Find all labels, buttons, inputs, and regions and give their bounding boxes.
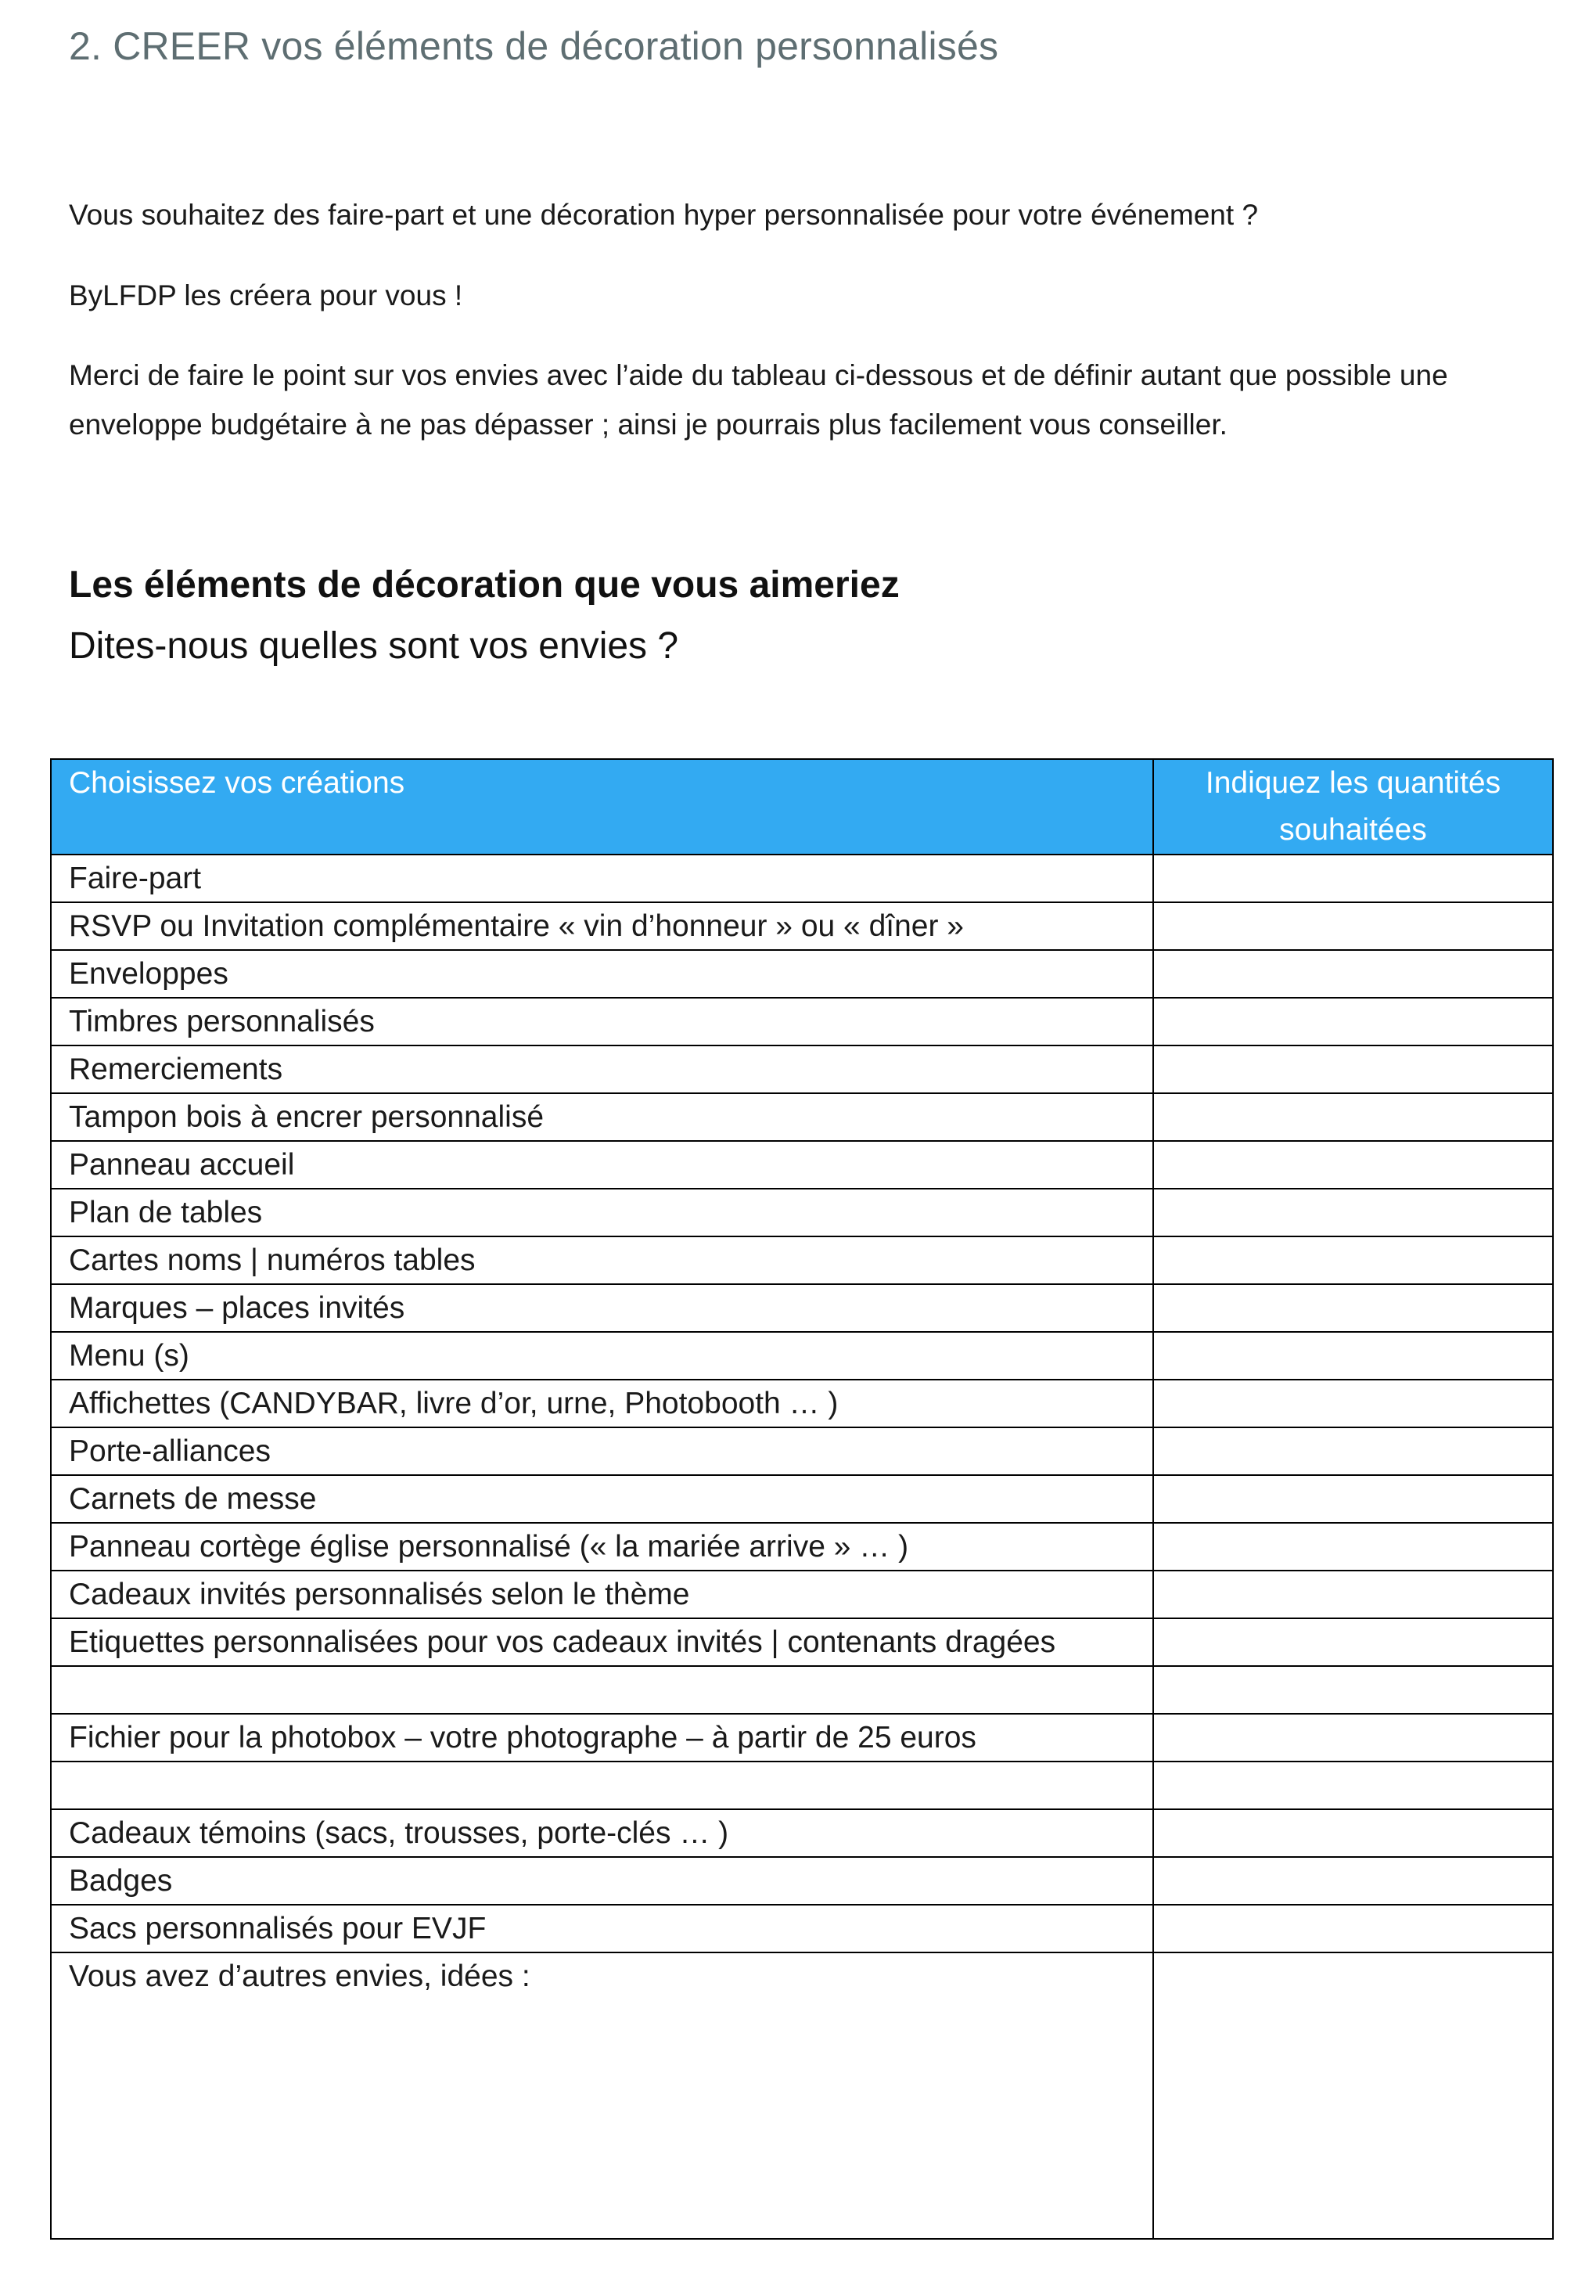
creation-label: Enveloppes	[51, 950, 1153, 998]
header-quantities: Indiquez les quantités souhaitées	[1153, 759, 1553, 855]
quantity-cell[interactable]	[1153, 1093, 1553, 1141]
creation-label: Etiquettes personnalisées pour vos cadeaux invités | contenants dragées	[51, 1618, 1153, 1666]
quantity-cell[interactable]	[1153, 1332, 1553, 1380]
creation-label: Badges	[51, 1857, 1153, 1905]
creation-label: Cadeaux invités personnalisés selon le thème	[51, 1571, 1153, 1618]
quantity-cell[interactable]	[1153, 1141, 1553, 1189]
quantity-cell[interactable]	[1153, 1714, 1553, 1762]
quantity-cell[interactable]	[1153, 1666, 1553, 1714]
table-row	[51, 1952, 1553, 2239]
creation-label: Affichettes (CANDYBAR, livre d’or, urne, Photobooth … )	[51, 1380, 1153, 1427]
creation-label: RSVP ou Invitation complémentaire « vin d’honneur » ou « dîner »	[51, 902, 1153, 950]
creation-label: Sacs personnalisés pour EVJF	[51, 1905, 1153, 1952]
quantity-cell[interactable]	[1153, 1905, 1553, 1952]
table-row	[51, 950, 1553, 998]
table-row	[51, 1093, 1553, 1141]
quantity-cell[interactable]	[1153, 1284, 1553, 1332]
quantity-cell[interactable]	[1153, 1045, 1553, 1093]
creation-label: Vous avez d’autres envies, idées :	[51, 1952, 1153, 2239]
table-row	[51, 998, 1553, 1045]
quantity-cell[interactable]	[1153, 1809, 1553, 1857]
intro-paragraph-3: Merci de faire le point sur vos envies avec l’aide du tableau ci-dessous et de définir autant que possible une enveloppe budgétaire à ne pas dépasser ; ainsi je pourrais plus facilement vous conseiller.	[69, 359, 1448, 441]
table-row	[51, 1427, 1553, 1475]
creation-label: Cadeaux témoins (sacs, trousses, porte-clés … )	[51, 1809, 1153, 1857]
table-row	[51, 1475, 1553, 1523]
page-heading: 2. CREER vos éléments de décoration personnalisés	[69, 24, 999, 68]
creation-label: Cartes noms | numéros tables	[51, 1236, 1153, 1284]
quantity-cell[interactable]	[1153, 1189, 1553, 1236]
intro-paragraph-2: ByLFDP les créera pour vous !	[69, 279, 463, 311]
header-creations: Choisissez vos créations	[51, 759, 1153, 855]
table-row	[51, 1571, 1553, 1618]
table-header-row	[51, 759, 1553, 855]
table-row	[51, 1284, 1553, 1332]
creation-label: Remerciements	[51, 1045, 1153, 1093]
table-row	[51, 902, 1553, 950]
creation-label: Marques – places invités	[51, 1284, 1153, 1332]
quantity-cell[interactable]	[1153, 1475, 1553, 1523]
quantity-cell[interactable]	[1153, 1236, 1553, 1284]
quantity-cell[interactable]	[1153, 998, 1553, 1045]
quantity-cell[interactable]	[1153, 1618, 1553, 1666]
creation-label: Panneau accueil	[51, 1141, 1153, 1189]
decoration-choices-table	[50, 758, 1554, 2240]
table-row	[51, 1332, 1553, 1380]
creation-label: Faire-part	[51, 855, 1153, 902]
creation-label: Fichier pour la photobox – votre photographe – à partir de 25 euros	[51, 1714, 1153, 1762]
section-title: Les éléments de décoration que vous aimeriez	[69, 564, 900, 606]
table-row	[51, 1714, 1553, 1762]
table-row	[51, 1523, 1553, 1571]
quantity-cell[interactable]	[1153, 950, 1553, 998]
table-row	[51, 1380, 1553, 1427]
quantity-cell[interactable]	[1153, 1762, 1553, 1809]
quantity-cell[interactable]	[1153, 1523, 1553, 1571]
quantity-cell[interactable]	[1153, 1857, 1553, 1905]
creation-label: Panneau cortège église personnalisé (« la mariée arrive » … )	[51, 1523, 1153, 1571]
creation-label	[51, 1762, 1153, 1809]
creation-label	[51, 1666, 1153, 1714]
table-row	[51, 1762, 1553, 1809]
creation-label: Carnets de messe	[51, 1475, 1153, 1523]
table-row	[51, 1236, 1553, 1284]
creation-label: Timbres personnalisés	[51, 998, 1153, 1045]
table-row	[51, 1045, 1553, 1093]
table-row	[51, 1809, 1553, 1857]
creation-label: Tampon bois à encrer personnalisé	[51, 1093, 1153, 1141]
table-row	[51, 1141, 1553, 1189]
table-row	[51, 1189, 1553, 1236]
table-row	[51, 1618, 1553, 1666]
quantity-cell[interactable]	[1153, 902, 1553, 950]
quantity-cell[interactable]	[1153, 855, 1553, 902]
section-question: Dites-nous quelles sont vos envies ?	[69, 625, 679, 667]
table-row	[51, 1905, 1553, 1952]
creation-label: Plan de tables	[51, 1189, 1153, 1236]
creation-label: Porte-alliances	[51, 1427, 1153, 1475]
quantity-cell[interactable]	[1153, 1952, 1553, 2239]
table-row	[51, 1666, 1553, 1714]
quantity-cell[interactable]	[1153, 1571, 1553, 1618]
table-row	[51, 855, 1553, 902]
intro-paragraph-1: Vous souhaitez des faire-part et une décoration hyper personnalisée pour votre événement ?	[69, 199, 1259, 231]
creation-label: Menu (s)	[51, 1332, 1153, 1380]
table-row	[51, 1857, 1553, 1905]
quantity-cell[interactable]	[1153, 1427, 1553, 1475]
quantity-cell[interactable]	[1153, 1380, 1553, 1427]
